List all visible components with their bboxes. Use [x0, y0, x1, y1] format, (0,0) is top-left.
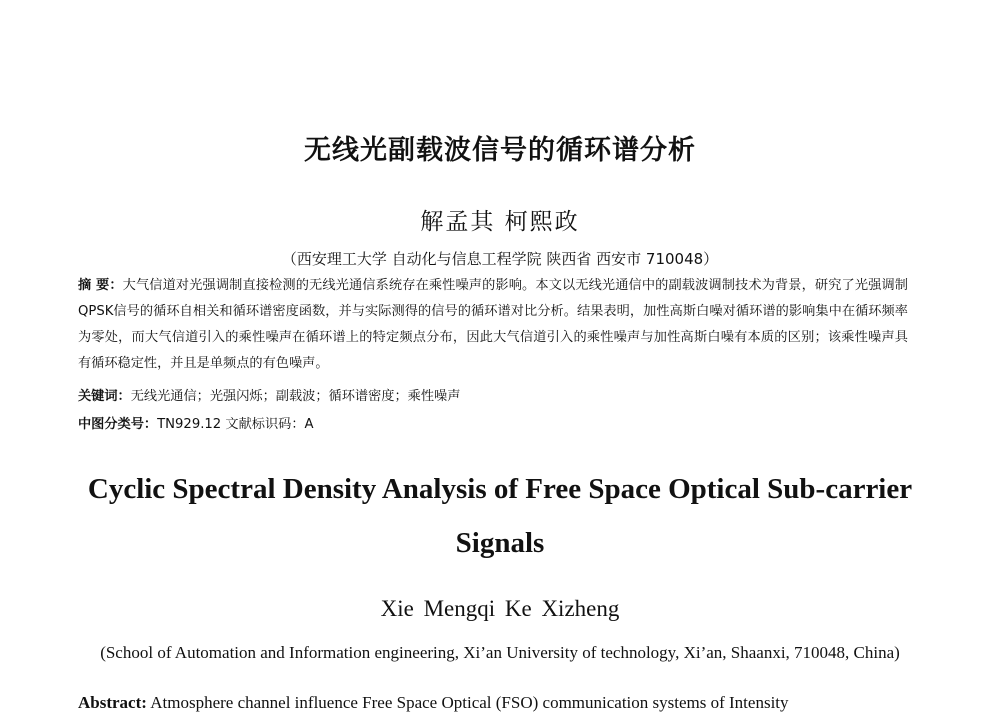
chinese-authors: 解孟其 柯熙政 [420, 209, 580, 235]
chinese-abstract-text: 大气信道对光强调制直接检测的无线光通信系统存在乘性噪声的影响。本文以无线光通信中的副载波调制技术为背景，研究了光强调制QPSK信号的循环自相关和循环谱密度函数，并与实际测得的信号的循环谱对比分析。结果表明，加性高斯白噪对循环谱的影响集中在循环频率为零处，而大气信道引入的乘性噪声在循环谱上的特定频点分布，因此大气信道引入的乘性噪声与加性高斯白噪有本质的区别；该乘性噪声具有循环稳定性，并且是单频点的有色噪声。 [78, 278, 908, 371]
english-affiliation: (School of Automation and Information engineering, Xi’an University of technology, Xi’an, Shaanxi, 710048, China) [100, 643, 900, 662]
chinese-keywords [78, 385, 908, 404]
english-abstract-text: Atmosphere channel influence Free Space Optical (FSO) communication systems of Intensity [150, 693, 789, 712]
chinese-classification [78, 413, 908, 432]
chinese-affiliation: （西安理工大学 自动化与信息工程学院 陕西省 西安市 710048） [281, 250, 719, 268]
chinese-abstract [78, 273, 908, 377]
english-authors: Xie Mengqi Ke Xizheng [380, 596, 620, 621]
chinese-title: 无线光副载波信号的循环谱分析 [304, 135, 696, 166]
classification-label: 中图分类号： [78, 417, 158, 432]
keywords-label: 关键词： [78, 389, 131, 404]
english-abstract-label: Abstract: [78, 693, 147, 712]
english-abstract [78, 693, 908, 713]
classification-text: TN929.12 文献标识码：A [157, 417, 314, 432]
keywords-text: 无线光通信；光强闪烁；副载波；循环谱密度；乘性噪声 [130, 389, 461, 404]
english-title: Cyclic Spectral Density Analysis of Free Space Optical Sub-carrier Signals [87, 473, 913, 559]
chinese-abstract-label: 摘 要： [78, 278, 123, 293]
